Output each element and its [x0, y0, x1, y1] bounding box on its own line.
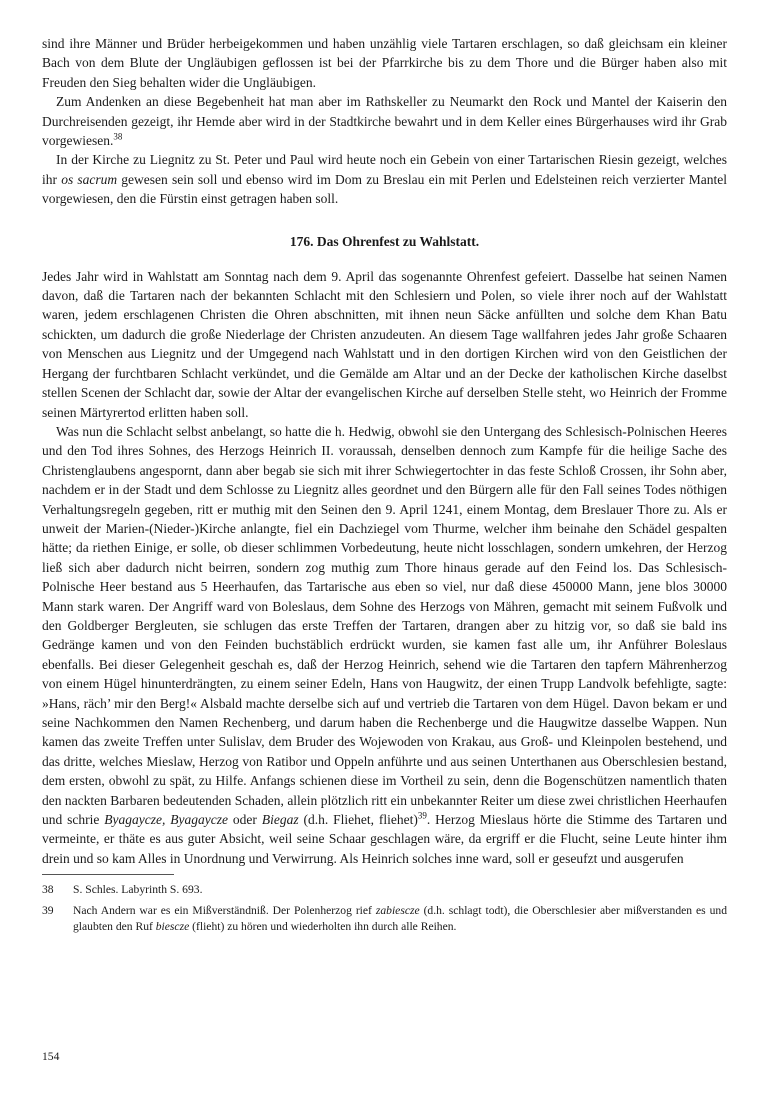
latin-term: os sacrum [61, 171, 118, 187]
paragraph-text: Zum Andenken an diese Begebenheit hat man aber im Rathskeller zu Neumarkt den Rock und Mantel der Kaiserin den Durchreisenden gezeigt, ihr Hemde aber wird in der Stadtkirche bewahrt und in dem Keller eines Bürgerhauses wird ihr Grab vorgewiesen. [42, 94, 727, 149]
footnote-text-part: (flieht) zu hören und wiederholten ihn durch alle Reihen. [189, 920, 457, 934]
paragraph-ohrenfest [42, 267, 727, 422]
paragraph-text: Was nun die Schlacht selbst anbelangt, so hatte die h. Hedwig, obwohl sie den Untergang des Schlesisch-Polnischen Heeres und den Tod ihres Sohnes, des Herzogs Heinrich II. voraussah, denselben dennoch zum Kampfe für die heilige Sache des Christenglaubens angespornt, dann aber begab sie sich mit ihrer Schwiegertochter in das feste Schloß Crossen, ihr Sohn aber, nachdem er in der Stadt und dem Schlosse zu Liegnitz alles geordnet und den Bürgern alle für den Fall seines Todes nöthigen Verhaltungsregeln gegeben, ritt er muthig mit den Seinen den 9. April 1241, einem Montag, dem Breslauer Thore zu. Als er unweit der Marien-(Nieder-)Kirche anlangte, fiel ein Dachziegel vom Thurme, welcher ihm beinahe den Schädel gespalten hätte; da riethen Einige, er solle, ob dieser schlimmen Vorbedeutung, heute nicht losschlagen, sondern umkehren, der Herzog ließ sich aber dadurch nicht beirren, sondern zog muthig zum Thore hinaus gerade auf den Feind los. Das Schlesisch-Polnische Heer bestand aus 5 Heerhaufen, das Tartarische aus eben so viel, nur daß diese 450000 Mann, jene blos 30000 Mann stark waren. Der Angriff ward von Boleslaus, dem Sohne des Herzogs von Mähren, gemacht mit seinem Fußvolk und den Goldberger Bergleuten, sie schlugen das erste Treffen der Tartaren, drangen aber zu hitzig vor, so daß sie bald ins Gedränge kamen und von den Feinden buchstäblich erdrückt wurden, sie kamen fast alle um, ihr Anführer Boleslaus ebenfalls. Bei dieser Gelegenheit geschah es, daß der Herzog Heinrich, sehend wie die Tartaren den tapfern Mährenherzog von einem Hügel hinunterdrängten, zu einem seiner Edeln, Hans von Haugwitz, der einen Trupp Landvolk befehligte, sagte: »Hans, räch’ mir den Berg!« Alsbald machte derselbe sich auf und vertrieb die Tartaren von dem Hügel. Davon bekam er und seine Nachkommen den Namen Rechenberg, und darum haben die Rechenberge und die Haugwitze dasselbe Wappen. Nun kamen das zweite Treffen unter Sulislav, dem Bruder des Wojewoden von Krakau, aus Groß- und Kleinpolen bestehend, und das dritte, welches Mieslaw, Herzog von Ratibor und Oppeln anführte und aus seinen Unterthanen aus Oberschlesien bestand, dem ersten, obwohl zu spät, zu Hilfe. Anfangs schienen diese im Vortheil zu sein, denn die Bogenschützen namentlich thaten den nackten Barbaren bedeutenden Schaden, allein plötzlich ritt ein unbekannter Reiter um diese zwei christlichen Heerhaufen und schrie [42, 423, 727, 828]
footnote-text: S. Schles. Labyrinth S. 693. [73, 883, 203, 897]
footnote-text-part: (d.h. schlagt todt), die Oberschlesier aber mißverstanden es und glaubten den Ruf [73, 903, 727, 934]
paragraph-text: (d.h. Fliehet, fliehet) [298, 812, 418, 828]
battle-cry: Byagaycze, Byagaycze [104, 812, 229, 828]
polish-term: zabiescze [375, 903, 420, 917]
polish-term: biescze [155, 920, 190, 934]
paragraph-schlacht [42, 422, 727, 868]
paragraph-text: gewesen sein soll und ebenso wird im Dom zu Breslau ein mit Perlen und Edelsteinen reich verzierter Mantel vorgewiesen, den die Fürstin einst getragen haben soll. [42, 171, 727, 207]
paragraph-continuation [42, 34, 727, 92]
paragraph-text: sind ihre Männer und Brüder herbeigekommen und haben unzählig viele Tartaren erschlagen, so daß gleichsam ein kleiner Bach von dem Blute der Ungläubigen geflossen ist bei der Pfarrkirche bis zu dem Thore und die Bürger haben also mit Freuden den Sieg behalten wider die Ungläubigen. [42, 36, 727, 90]
footnote-text [73, 903, 727, 936]
paragraph-andenken [42, 92, 727, 150]
paragraph-text: . Herzog Mieslaus hörte die Stimme des Tartaren und vermeinte, er thäte es aus guter Absicht, weil seine Schaar geschlagen wäre, da ergriff er die Flucht, seine Leute hinter ihm drein und so kam Alles in Unordnung und Verwirrung. Als Heinrich solches inne ward, soll er geseufzt und ausgerufen [42, 812, 727, 866]
battle-cry-short: Biegaz [261, 812, 299, 828]
footnote-ref-39[interactable]: 39 [417, 810, 427, 821]
page-content [42, 34, 727, 939]
footnote-38 [42, 882, 727, 898]
page-number: 154 [42, 1050, 60, 1063]
footnote-divider [42, 874, 174, 875]
footnote-number: 39 [42, 903, 54, 917]
footnote-39 [42, 903, 727, 936]
paragraph-text: Jedes Jahr wird in Wahlstatt am Sonntag nach dem 9. April das sogenannte Ohrenfest gefeiert. Dasselbe hat seinen Namen davon, daß die Tartaren nach der bekannten Schlacht mit den Schlesiern und Polen, so viele ihrer noch auf der Wahlstatt waren, jedem erschlagenen Christen die Ohren abschnitten, mit ihnen neun Säcke anfüllten und solche dem Khan Batu schickten, um dadurch die große Niederlage der Christen anzudeuten. An diesem Tage wallfahren jedes Jahr große Schaaren von Menschen aus Liegnitz und der Umgegend nach Wahlstatt und in den dortigen Kirchen wird von den Geistlichen der Hergang der furchtbaren Schlacht verkündet, und die Gemälde am Altar und an der Decke der katholischen Kirche daselbst stellen Scenen der Schlacht dar, sowie der Altar der evangelischen Kirche auf derselben Stelle steht, wo Heinrich der Fromme seinen Märtyrertod erlitten haben soll. [42, 268, 727, 420]
footnote-number: 38 [42, 883, 54, 897]
paragraph-liegnitz [42, 150, 727, 208]
section-heading: 176. Das Ohrenfest zu Wahlstatt. [289, 233, 480, 249]
footnote-text-part: Nach Andern war es ein Mißverständniß. Der Polenherzog rief [73, 903, 376, 917]
paragraph-text: oder [228, 812, 262, 828]
footnote-ref-38[interactable]: 38 [113, 131, 123, 142]
paragraph-text: In der Kirche zu Liegnitz zu St. Peter und Paul wird heute noch ein Gebein von einer Tartarischen Riesin gezeigt, welches ihr [42, 152, 727, 187]
